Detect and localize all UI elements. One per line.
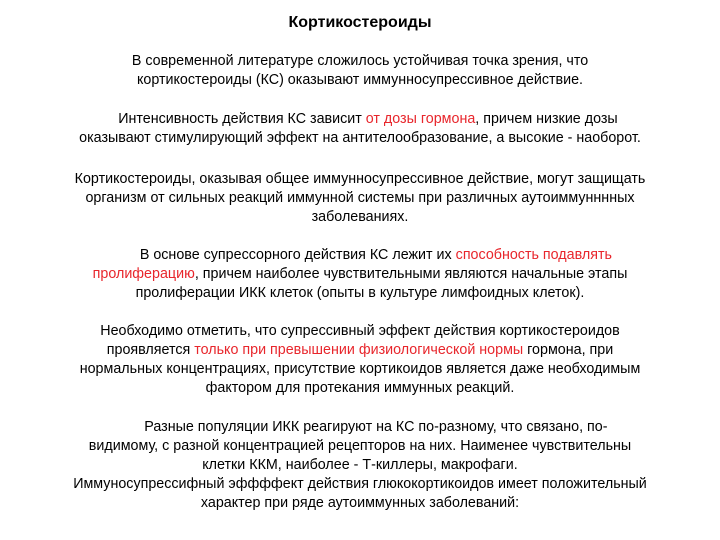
text-run: кортикостероиды (КС) оказывают иммунносупрессивное действие. — [136, 72, 584, 88]
paragraph-line — [24, 265, 696, 284]
paragraph-line — [24, 208, 696, 227]
text-run: В современной литературе сложилось устойчивая точка зрения, что — [131, 53, 589, 69]
text-run: пролиферации ИКК клеток (опыты в культуре лимфоидных клеток). — [135, 285, 585, 301]
text-run: оказывают стимулирующий эффект на антителообразование, а высокие - наоборот. — [79, 130, 641, 146]
paragraph-line — [24, 418, 696, 437]
highlight-text: способность подавлять — [455, 247, 612, 263]
highlight-text: пролиферацию — [92, 266, 195, 282]
highlight-text: только при превышении физиологической нормы — [194, 342, 524, 358]
text-run: Разные популяции ИКК реагируют на КС по-разному, что связано, по- — [144, 419, 608, 435]
text-run: нормальных концентрациях, присутствие кортикоидов является даже необходимым — [79, 361, 641, 377]
paragraph-line — [24, 322, 696, 341]
text-run: гормона, при — [523, 342, 614, 358]
paragraph-line — [24, 129, 696, 148]
text-run: организм от сильных реакций иммунной системы при различных аутоиммунннных — [85, 190, 635, 206]
paragraph-dose — [24, 110, 696, 148]
paragraph-line — [24, 71, 696, 90]
paragraph-line — [24, 475, 696, 494]
paragraph-populations — [24, 418, 696, 513]
paragraph-line — [24, 110, 696, 129]
text-run: характер при ряде аутоиммунных заболеваний: — [200, 495, 520, 511]
paragraph-line — [24, 341, 696, 360]
text-run: проявляется — [106, 342, 195, 358]
paragraph-consensus — [24, 52, 696, 90]
text-run: В основе супрессорного действия КС лежит их — [139, 247, 456, 263]
paragraph-line — [24, 437, 696, 456]
paragraph-line — [24, 360, 696, 379]
text-run: , причем низкие дозы — [475, 111, 618, 127]
text-run: Иммуносупрессифный эффффект действия глюкокортикоидов имеет положительный — [73, 476, 647, 492]
text-run: Необходимо отметить, что супрессивный эффект действия кортикостероидов — [100, 323, 620, 339]
paragraph-line — [24, 456, 696, 475]
text-run: заболеваниях. — [311, 209, 409, 225]
paragraph-line — [24, 52, 696, 71]
paragraph-line — [24, 189, 696, 208]
text-run: Кортикостероиды, оказывая общее иммунносупрессивное действие, могут защищать — [74, 171, 646, 187]
paragraph-protection — [24, 170, 696, 227]
text-run: видимому, с разной концентрацией рецепторов на них. Наименее чувствительны — [88, 438, 632, 454]
text-run: Интенсивность действия КС зависит — [118, 111, 366, 127]
text-run: фактором для протекания иммунных реакций. — [205, 380, 515, 396]
slide-title: Кортикостероиды — [288, 14, 432, 31]
text-run: , причем наиболее чувствительными являются начальные этапы — [194, 266, 628, 282]
highlight-text: от дозы гормона — [365, 111, 476, 127]
paragraph-line — [24, 170, 696, 189]
paragraph-line — [24, 494, 696, 513]
paragraph-line — [24, 246, 696, 265]
text-run: клетки ККМ, наиболее - Т-киллеры, макрофаги. — [202, 457, 518, 473]
paragraph-proliferation — [24, 246, 696, 303]
paragraph-line — [24, 284, 696, 303]
paragraph-line — [24, 379, 696, 398]
paragraph-suppressive-effect — [24, 322, 696, 398]
